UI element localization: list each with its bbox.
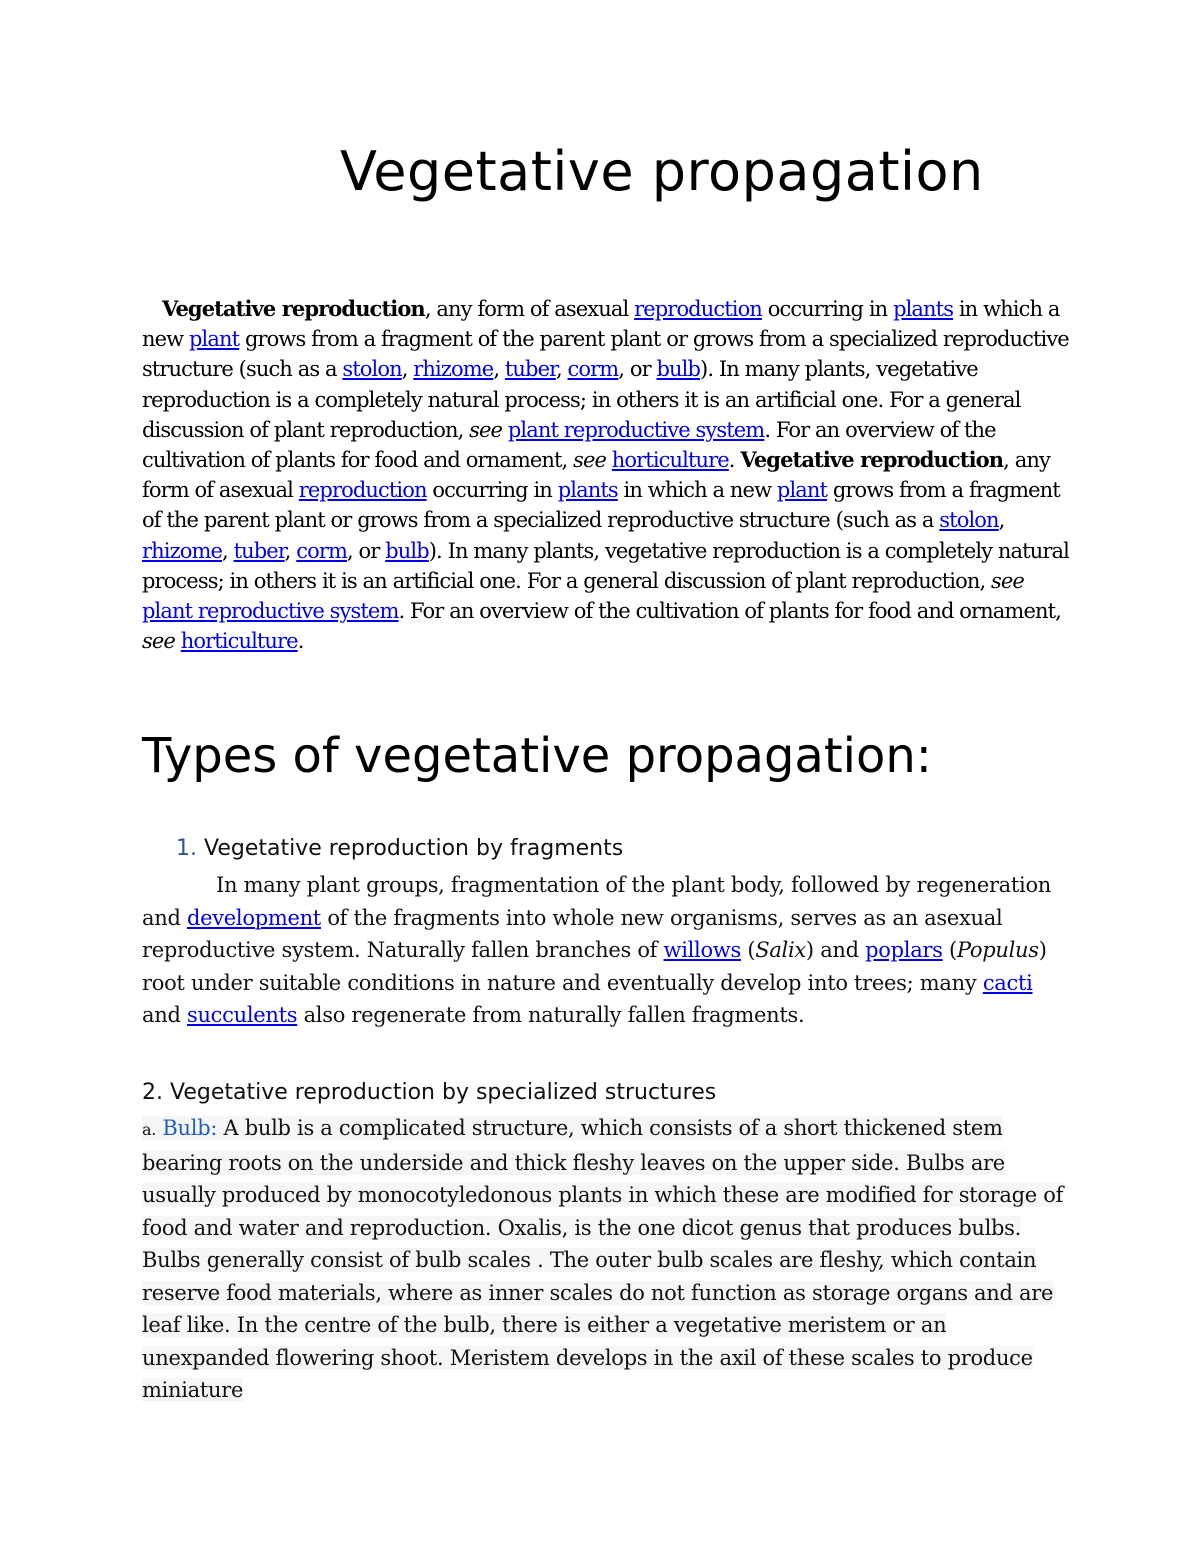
link-plant[interactable]: plant [189,327,240,352]
text: in which a new [142,297,1060,352]
text: , [555,357,568,382]
text: grows from a fragment of the parent plant or grows from a specialized reproductive structure (such as a [142,327,1069,382]
link-poplars[interactable]: poplars [865,938,943,962]
list-label: Vegetative reproduction by specialized structures [170,1080,717,1105]
text: ( [942,938,957,962]
list-number: 2. [142,1080,163,1105]
types-heading: Types of vegetative propagation: [142,728,932,784]
link-rhizome[interactable]: rhizome [413,357,494,382]
link-succulents[interactable]: succulents [186,1003,298,1027]
text: . [728,448,735,473]
intro-paragraph [142,294,1072,656]
bulb-paragraph [142,1112,1072,1407]
text: . [297,629,304,654]
link-bulb[interactable]: bulb [385,538,429,563]
link-development[interactable]: development [186,905,321,930]
text: , any form of asexual [142,448,1050,503]
text: , or [618,357,657,382]
text: ( [740,938,756,962]
text: In many plant groups, fragmentation of the plant body, followed by regeneration and [142,873,1052,930]
bold-term: Vegetative reproduction [162,296,425,321]
link-stolon[interactable]: stolon [342,357,402,382]
bold-term: Vegetative reproduction [740,447,1004,473]
salix-italic: Salix [755,938,806,962]
text: , any form of asexual [424,297,635,321]
text: , [284,538,297,563]
list-number: 1. [176,836,197,861]
see-italic: see [469,417,503,442]
link-horticulture[interactable]: horticulture [611,448,729,473]
text: ). In many plants, vegetative reproduction is a completely natural process; in others it is an artificial one. For a general discussion of plant reproduction, [142,357,1021,442]
list-item-specialized [142,1080,716,1105]
link-willows[interactable]: willows [663,938,741,962]
text: ) root under suitable conditions in nature and eventually develop into trees; many [142,938,1047,995]
text: occurring in [761,297,894,321]
text: occurring in [426,478,558,503]
text: , [998,508,1005,533]
populus-italic: Populus [956,938,1039,962]
text: in which a new [617,478,777,503]
link-rhizome[interactable]: rhizome [142,538,223,563]
list-item-fragments [176,836,623,861]
link-plant[interactable]: plant [776,478,828,503]
text: . For an overview of the cultivation of plants for food and ornament, [398,599,1061,624]
fragments-paragraph [142,869,1072,1032]
text: , [401,357,414,382]
text: ). In many plants, vegetative reproduction is a completely natural process; in others it is an artificial one. For a general discussion of plant reproduction, [142,538,1069,593]
sub-letter: a. [142,1120,157,1139]
page-title: Vegetative propagation [340,140,984,203]
link-bulb[interactable]: bulb [656,357,701,382]
link-reproduction[interactable]: reproduction [634,297,762,321]
see-italic: see [991,568,1024,593]
text: also regenerate from naturally fallen fragments. [297,1003,805,1027]
text: . For an overview of the cultivation of plants for food and ornament, [142,417,996,473]
link-corm[interactable]: corm [296,538,347,563]
link-corm[interactable]: corm [567,357,619,382]
bulb-label: Bulb: [162,1116,218,1140]
link-plant-reproductive-system[interactable]: plant reproductive system [507,417,765,442]
list-label: Vegetative reproduction by fragments [204,836,624,861]
link-cacti[interactable]: cacti [982,970,1033,995]
link-reproduction[interactable]: reproduction [298,478,427,503]
text: , or [347,538,386,563]
see-italic: see [142,629,175,654]
text: of the fragments into whole new organisms, serves as an asexual reproductive system. Naturally fallen branches of [142,905,1003,962]
text: , [493,357,505,382]
text: , [222,538,234,563]
text: ) and [805,938,866,962]
link-horticulture[interactable]: horticulture [180,629,298,654]
link-tuber[interactable]: tuber [233,538,285,563]
see-italic: see [573,448,607,473]
text: and [142,1003,187,1027]
link-stolon[interactable]: stolon [939,508,999,533]
bulb-text: A bulb is a complicated structure, which consists of a short thickened stem bearing roots on the underside and thick fleshy leaves on the upper side. Bulbs are usually produced by monocotyledonous plants in which these are modified for storage of food and water and reproduction. Oxalis, is the one dicot genus that produces bulbs. Bulbs generally consist of bulb scales . The outer bulb scales are fleshy, which contain reserve food materials, where as inner scales do not function as storage organs and are leaf like. In the centre of the bulb, there is either a vegetative meristem or an unexpanded flowering shoot. Meristem develops in the axil of these scales to produce miniature [142,1116,1064,1402]
link-plants[interactable]: plants [893,297,954,321]
link-plant-reproductive-system[interactable]: plant reproductive system [142,599,399,624]
link-plants[interactable]: plants [557,478,618,503]
link-tuber[interactable]: tuber [504,357,556,382]
text: grows from a fragment of the parent plant or grows from a specialized reproductive structure (such as a [142,478,1060,533]
